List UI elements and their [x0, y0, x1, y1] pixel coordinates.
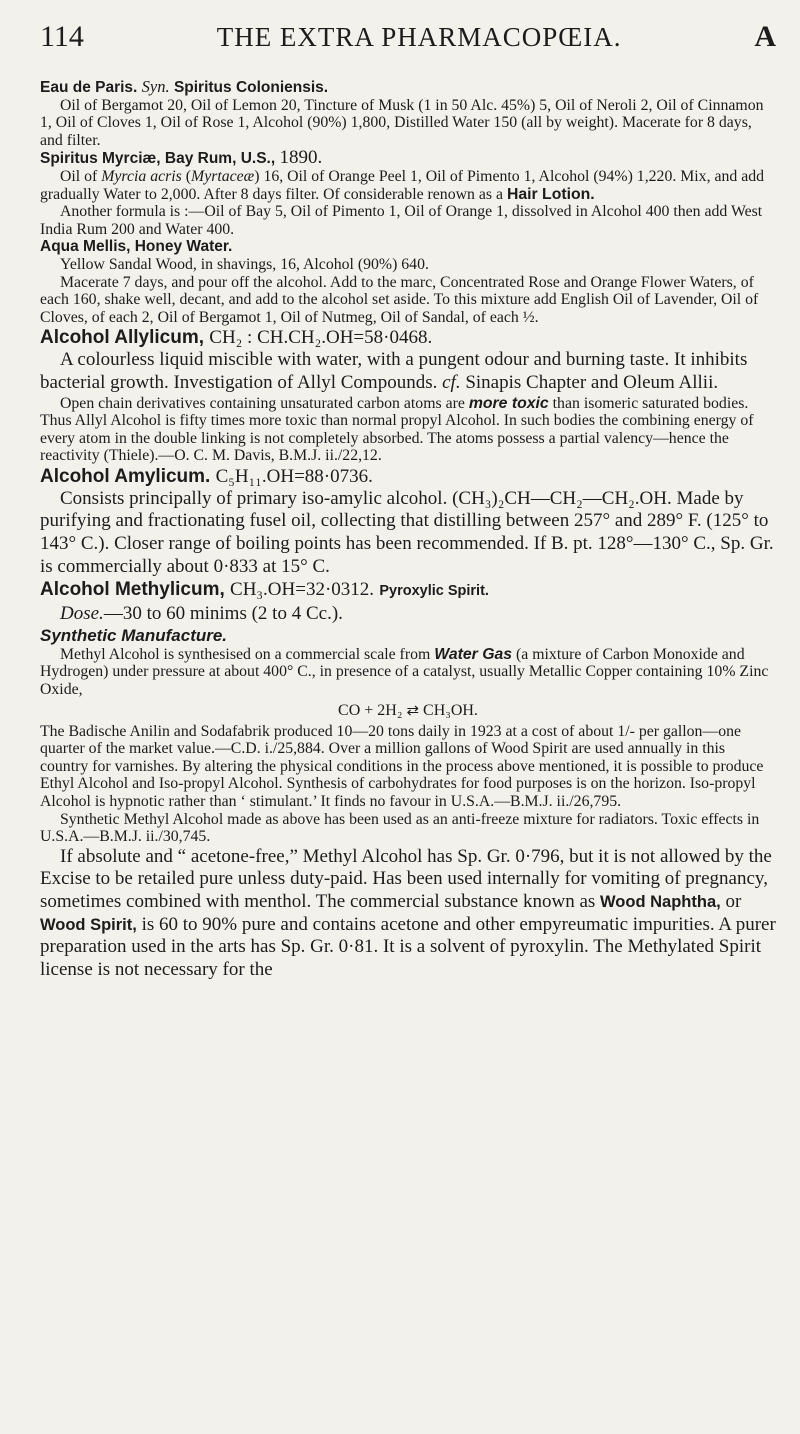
page-number: 114 — [40, 20, 84, 53]
equilibrium-arrow-icon: ⇄ — [406, 702, 420, 719]
antifreeze-text: Synthetic Methyl Alcohol made as above has been used as an anti-freeze mixture for radiators. Toxic effects in U.S.A.—B.M.J. ii./30,745. — [40, 810, 760, 846]
syn-label: Syn. — [141, 77, 170, 96]
water-gas-emphasis: Water Gas — [434, 645, 513, 663]
running-title: THE EXTRA PHARMACOPŒIA. — [216, 22, 622, 52]
entry-heading-eau-de-paris: Eau de Paris. Syn. Spiritus Coloniensis. — [40, 77, 329, 96]
entry-text-another-formula: Another formula is :—Oil of Bay 5, Oil of Pimento 1, Oil of Orange 1, dissolved in Alcohol 400 then add West India Rum 200 and Water 400. — [40, 203, 763, 238]
page-body — [40, 78, 776, 981]
alt-name: Pyroxylic Spirit. — [379, 583, 489, 600]
entry-heading-spiritus-myrciae: Spiritus Myrciæ, Bay Rum, U.S., 1890. — [40, 147, 323, 169]
formula: C₅H₁₁.OH=88·0736. — [215, 465, 373, 487]
entry-text-aqua-mellis-1: Yellow Sandal Wood, in shavings, 16, Alcohol (90%) 640. — [60, 255, 429, 273]
hair-lotion-emphasis: Hair Lotion. — [506, 185, 595, 203]
syn-name: Spiritus Coloniensis. — [173, 79, 329, 96]
entry-heading-alcohol-amylicum: Alcohol Amylicum. C₅H₁₁.OH=88·0736. — [40, 465, 373, 487]
formula: CH₃.OH=32·0312. — [230, 579, 375, 601]
entry-heading-alcohol-methylicum: Alcohol Methylicum, CH₃.OH=32·0312. Pyroxylic Spirit. — [40, 579, 489, 601]
synthetic-manufacture-text: Methyl Alcohol is synthesised on a commercial scale from Water Gas (a mixture of Carbon Monoxide and Hydrogen) under pressure at about 400° C., in presence of a catalyst, usually Metallic Copper containing 10% Zinc Oxide, — [40, 645, 769, 699]
entry-text-spiritus-myrciae: Oil of Myrcia acris (Myrtaceæ) 16, Oil of Orange Peel 1, Oil of Pimento 1, Alcohol (94%) 1,220. Mix, and add gradually Water to 2,000. After 8 days filter. Of considerable renown as a Hair Lotion. — [40, 167, 765, 203]
entry-text-amylicum: Consists principally of primary iso-amylic alcohol. (CH₃)₂CH—CH₂—CH₂.OH. Made by purifying and fractionating fusel oil, collecting that distilling between 257° and 289° F. (125° to 143° C.). Closer range of boiling points has been recommended. If B. pt. 128°—130° C., Sp. Gr. is commercially about 0·833 at 15° C. — [40, 487, 774, 577]
entry-text-allylicum: A colourless liquid miscible with water, with a pungent odour and burning taste. It inhibits bacterial growth. Investigation of Allyl Compounds. cf. Sinapis Chapter and Oleum Allii. — [40, 349, 748, 393]
section-letter: A — [754, 20, 776, 53]
badische-text: The Badische Anilin and Sodafabrik produced 10—20 tons daily in 1923 at a cost of about 1/- per gallon—one quarter of the market value.—C.D. i./25,884. Over a million gallons of Wood Spirit are used annually in this country for varnishes. By altering the physical conditions in the process above mentioned, it is possible to produce Ethyl Alcohol and Iso-propyl Alcohol. Synthesis of carbohydrates for food purposes is on the horizon. Iso-propyl Alcohol is hypnotic rather than ‘ stimulant.’ It finds no favour in U.S.A.—B.M.J. ii./26,795. — [40, 722, 764, 810]
entry-text-aqua-mellis-2: Macerate 7 days, and pour off the alcohol. Add to the marc, Concentrated Rose and Orange Flower Waters, of each 160, shake well, decant, and add to the alcohol set aside. To this mixture add English Oil of Lavender, Oil of Cloves, of each 2, Oil of Bergamot 1, Oil of Nutmeg, Oil of Sandal, of each ½. — [40, 273, 759, 326]
entry-heading-aqua-mellis: Aqua Mellis, Honey Water. — [40, 238, 233, 256]
year: 1890. — [279, 147, 323, 169]
dose-line: Dose.—30 to 60 minims (2 to 4 Cc.). — [60, 603, 343, 625]
formula: CH₂ : CH.CH₂.OH=58·0468. — [209, 327, 433, 349]
running-head — [40, 0, 776, 78]
final-paragraph: If absolute and “ acetone-free,” Methyl Alcohol has Sp. Gr. 0·796, but it is not allowed by the Excise to be retailed pure unless duty-paid. Has been used internally for vomiting of pregnancy, sometimes combined with menthol. The commercial substance known as Wood Naphtha, or Wood Spirit, is 60 to 90% pure and contains acetone and other empyreumatic impurities. A purer preparation used in the arts has Sp. Gr. 0·81. It is a solvent of pyroxylin. The Methylated Spirit license is not necessary for the — [40, 845, 776, 980]
entry-text-eau-de-paris: Oil of Bergamot 20, Oil of Lemon 20, Tincture of Musk (1 in 50 Alc. 45%) 5, Oil of Neroli 2, Oil of Cinnamon 1, Oil of Cloves 1, Oil of Rose 1, Alcohol (90%) 1,800, Distilled Water 150 (all by weight). Macerate for 8 days, and filter. — [40, 96, 764, 149]
more-toxic-emphasis: more toxic — [468, 394, 549, 412]
entry-heading-alcohol-allylicum: Alcohol Allylicum, CH₂ : CH.CH₂.OH=58·0468. — [40, 327, 433, 349]
entry-note-allylicum: Open chain derivatives containing unsaturated carbon atoms are more toxic than isomeric saturated bodies. Thus Allyl Alcohol is fifty times more toxic than normal propyl Alcohol. In such bodies the combining energy of every atom in the double linking is not completely absorbed. The atoms possess a partial valency—hence the reactivity (Thiele).—O. C. M. Davis, B.M.J. ii./22,12. — [40, 394, 754, 465]
reaction-equation: CO + 2H₂ ⇄ CH₃OH. — [338, 701, 478, 719]
synthetic-manufacture-heading: Synthetic Manufacture. — [40, 625, 228, 645]
